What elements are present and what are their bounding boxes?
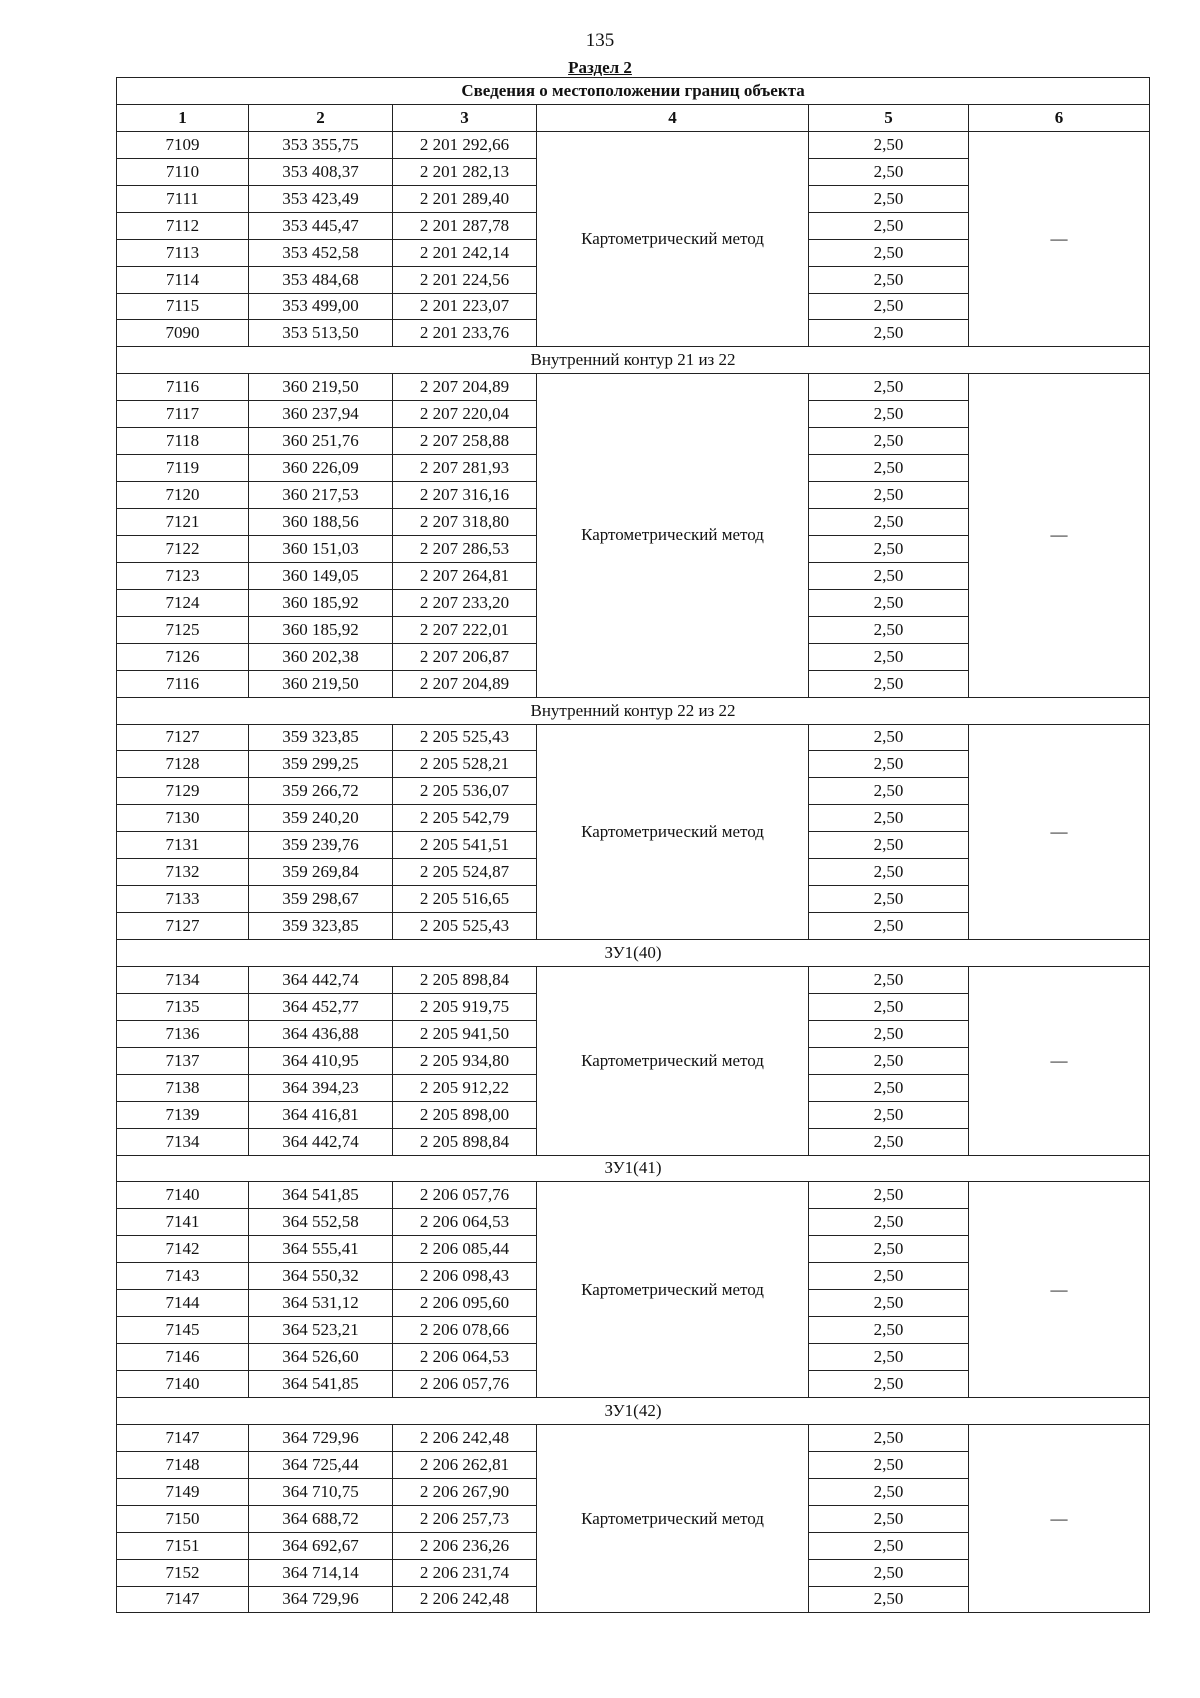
y-coordinate-cell: 2 201 242,14 xyxy=(393,239,537,266)
accuracy-cell: 2,50 xyxy=(809,859,969,886)
table-row xyxy=(117,131,1150,158)
note-cell: — xyxy=(969,131,1150,347)
x-coordinate-cell: 364 725,44 xyxy=(249,1451,393,1478)
y-coordinate-cell: 2 205 536,07 xyxy=(393,778,537,805)
point-number-cell: 7116 xyxy=(117,670,249,697)
accuracy-cell: 2,50 xyxy=(809,1209,969,1236)
y-coordinate-cell: 2 205 941,50 xyxy=(393,1020,537,1047)
point-number-cell: 7128 xyxy=(117,751,249,778)
x-coordinate-cell: 353 445,47 xyxy=(249,212,393,239)
point-number-cell: 7114 xyxy=(117,266,249,293)
accuracy-cell: 2,50 xyxy=(809,832,969,859)
y-coordinate-cell: 2 206 078,66 xyxy=(393,1317,537,1344)
x-coordinate-cell: 353 484,68 xyxy=(249,266,393,293)
note-cell: — xyxy=(969,724,1150,940)
contour-header-row xyxy=(117,347,1150,374)
accuracy-cell: 2,50 xyxy=(809,374,969,401)
x-coordinate-cell: 364 714,14 xyxy=(249,1559,393,1586)
y-coordinate-cell: 2 206 236,26 xyxy=(393,1532,537,1559)
point-number-cell: 7132 xyxy=(117,859,249,886)
table-body xyxy=(117,131,1150,1613)
point-number-cell: 7140 xyxy=(117,1182,249,1209)
y-coordinate-cell: 2 205 516,65 xyxy=(393,886,537,913)
point-number-cell: 7136 xyxy=(117,1020,249,1047)
page-number: 135 xyxy=(585,30,615,51)
point-number-cell: 7110 xyxy=(117,158,249,185)
y-coordinate-cell: 2 207 264,81 xyxy=(393,562,537,589)
contour-label: Внутренний контур 21 из 22 xyxy=(117,347,1150,374)
accuracy-cell: 2,50 xyxy=(809,1559,969,1586)
point-number-cell: 7150 xyxy=(117,1505,249,1532)
point-number-cell: 7135 xyxy=(117,993,249,1020)
x-coordinate-cell: 360 219,50 xyxy=(249,670,393,697)
point-number-cell: 7140 xyxy=(117,1371,249,1398)
accuracy-cell: 2,50 xyxy=(809,886,969,913)
accuracy-cell: 2,50 xyxy=(809,751,969,778)
accuracy-cell: 2,50 xyxy=(809,131,969,158)
point-number-cell: 7115 xyxy=(117,293,249,320)
column-header-row xyxy=(117,104,1150,131)
x-coordinate-cell: 364 688,72 xyxy=(249,1505,393,1532)
y-coordinate-cell: 2 206 242,48 xyxy=(393,1424,537,1451)
accuracy-cell: 2,50 xyxy=(809,1532,969,1559)
accuracy-cell: 2,50 xyxy=(809,1586,969,1613)
accuracy-cell: 2,50 xyxy=(809,966,969,993)
accuracy-cell: 2,50 xyxy=(809,1317,969,1344)
y-coordinate-cell: 2 205 898,84 xyxy=(393,1128,537,1155)
point-number-cell: 7149 xyxy=(117,1478,249,1505)
accuracy-cell: 2,50 xyxy=(809,455,969,482)
boundary-table xyxy=(116,77,1150,1613)
column-header: 3 xyxy=(393,104,537,131)
point-number-cell: 7146 xyxy=(117,1344,249,1371)
accuracy-cell: 2,50 xyxy=(809,1505,969,1532)
point-number-cell: 7142 xyxy=(117,1236,249,1263)
accuracy-cell: 2,50 xyxy=(809,670,969,697)
y-coordinate-cell: 2 206 242,48 xyxy=(393,1586,537,1613)
note-cell: — xyxy=(969,1424,1150,1613)
x-coordinate-cell: 359 298,67 xyxy=(249,886,393,913)
y-coordinate-cell: 2 206 057,76 xyxy=(393,1182,537,1209)
y-coordinate-cell: 2 201 233,76 xyxy=(393,320,537,347)
point-number-cell: 7126 xyxy=(117,643,249,670)
point-number-cell: 7118 xyxy=(117,428,249,455)
x-coordinate-cell: 353 355,75 xyxy=(249,131,393,158)
accuracy-cell: 2,50 xyxy=(809,562,969,589)
method-cell: Картометрический метод xyxy=(537,1182,809,1398)
contour-label: ЗУ1(41) xyxy=(117,1155,1150,1182)
x-coordinate-cell: 364 552,58 xyxy=(249,1209,393,1236)
method-cell: Картометрический метод xyxy=(537,131,809,347)
y-coordinate-cell: 2 205 934,80 xyxy=(393,1047,537,1074)
x-coordinate-cell: 353 499,00 xyxy=(249,293,393,320)
x-coordinate-cell: 360 237,94 xyxy=(249,401,393,428)
x-coordinate-cell: 353 423,49 xyxy=(249,185,393,212)
x-coordinate-cell: 364 452,77 xyxy=(249,993,393,1020)
x-coordinate-cell: 359 266,72 xyxy=(249,778,393,805)
table-title: Сведения о местоположении границ объекта xyxy=(117,78,1150,105)
accuracy-cell: 2,50 xyxy=(809,1074,969,1101)
point-number-cell: 7111 xyxy=(117,185,249,212)
point-number-cell: 7123 xyxy=(117,562,249,589)
contour-header-row xyxy=(117,1155,1150,1182)
y-coordinate-cell: 2 207 206,87 xyxy=(393,643,537,670)
method-cell: Картометрический метод xyxy=(537,374,809,697)
table-row xyxy=(117,966,1150,993)
x-coordinate-cell: 359 240,20 xyxy=(249,805,393,832)
x-coordinate-cell: 360 151,03 xyxy=(249,535,393,562)
point-number-cell: 7145 xyxy=(117,1317,249,1344)
y-coordinate-cell: 2 201 292,66 xyxy=(393,131,537,158)
contour-label: Внутренний контур 22 из 22 xyxy=(117,697,1150,724)
y-coordinate-cell: 2 206 085,44 xyxy=(393,1236,537,1263)
point-number-cell: 7139 xyxy=(117,1101,249,1128)
y-coordinate-cell: 2 207 316,16 xyxy=(393,482,537,509)
point-number-cell: 7134 xyxy=(117,966,249,993)
point-number-cell: 7116 xyxy=(117,374,249,401)
x-coordinate-cell: 364 710,75 xyxy=(249,1478,393,1505)
x-coordinate-cell: 360 149,05 xyxy=(249,562,393,589)
y-coordinate-cell: 2 205 541,51 xyxy=(393,832,537,859)
accuracy-cell: 2,50 xyxy=(809,805,969,832)
point-number-cell: 7127 xyxy=(117,724,249,751)
point-number-cell: 7131 xyxy=(117,832,249,859)
point-number-cell: 7152 xyxy=(117,1559,249,1586)
y-coordinate-cell: 2 206 231,74 xyxy=(393,1559,537,1586)
y-coordinate-cell: 2 206 267,90 xyxy=(393,1478,537,1505)
x-coordinate-cell: 364 523,21 xyxy=(249,1317,393,1344)
point-number-cell: 7125 xyxy=(117,616,249,643)
point-number-cell: 7090 xyxy=(117,320,249,347)
accuracy-cell: 2,50 xyxy=(809,266,969,293)
x-coordinate-cell: 364 692,67 xyxy=(249,1532,393,1559)
column-header: 4 xyxy=(537,104,809,131)
y-coordinate-cell: 2 205 528,21 xyxy=(393,751,537,778)
x-coordinate-cell: 360 219,50 xyxy=(249,374,393,401)
x-coordinate-cell: 359 269,84 xyxy=(249,859,393,886)
point-number-cell: 7117 xyxy=(117,401,249,428)
accuracy-cell: 2,50 xyxy=(809,185,969,212)
accuracy-cell: 2,50 xyxy=(809,158,969,185)
y-coordinate-cell: 2 207 204,89 xyxy=(393,374,537,401)
point-number-cell: 7137 xyxy=(117,1047,249,1074)
note-cell: — xyxy=(969,966,1150,1155)
accuracy-cell: 2,50 xyxy=(809,212,969,239)
contour-label: ЗУ1(40) xyxy=(117,940,1150,967)
x-coordinate-cell: 353 452,58 xyxy=(249,239,393,266)
x-coordinate-cell: 360 185,92 xyxy=(249,589,393,616)
accuracy-cell: 2,50 xyxy=(809,1371,969,1398)
point-number-cell: 7144 xyxy=(117,1290,249,1317)
point-number-cell: 7151 xyxy=(117,1532,249,1559)
x-coordinate-cell: 364 729,96 xyxy=(249,1424,393,1451)
point-number-cell: 7119 xyxy=(117,455,249,482)
table-row xyxy=(117,1424,1150,1451)
accuracy-cell: 2,50 xyxy=(809,1128,969,1155)
accuracy-cell: 2,50 xyxy=(809,589,969,616)
x-coordinate-cell: 364 442,74 xyxy=(249,966,393,993)
table-row xyxy=(117,1182,1150,1209)
accuracy-cell: 2,50 xyxy=(809,1047,969,1074)
point-number-cell: 7133 xyxy=(117,886,249,913)
y-coordinate-cell: 2 205 898,00 xyxy=(393,1101,537,1128)
x-coordinate-cell: 364 410,95 xyxy=(249,1047,393,1074)
accuracy-cell: 2,50 xyxy=(809,643,969,670)
x-coordinate-cell: 360 185,92 xyxy=(249,616,393,643)
y-coordinate-cell: 2 207 318,80 xyxy=(393,509,537,536)
point-number-cell: 7130 xyxy=(117,805,249,832)
method-cell: Картометрический метод xyxy=(537,1424,809,1613)
y-coordinate-cell: 2 201 282,13 xyxy=(393,158,537,185)
y-coordinate-cell: 2 206 257,73 xyxy=(393,1505,537,1532)
point-number-cell: 7147 xyxy=(117,1424,249,1451)
x-coordinate-cell: 360 202,38 xyxy=(249,643,393,670)
table-row xyxy=(117,724,1150,751)
y-coordinate-cell: 2 207 220,04 xyxy=(393,401,537,428)
accuracy-cell: 2,50 xyxy=(809,535,969,562)
accuracy-cell: 2,50 xyxy=(809,1290,969,1317)
x-coordinate-cell: 364 541,85 xyxy=(249,1371,393,1398)
y-coordinate-cell: 2 207 204,89 xyxy=(393,670,537,697)
y-coordinate-cell: 2 206 095,60 xyxy=(393,1290,537,1317)
section-title: Раздел 2 xyxy=(568,58,632,77)
accuracy-cell: 2,50 xyxy=(809,1451,969,1478)
x-coordinate-cell: 364 436,88 xyxy=(249,1020,393,1047)
x-coordinate-cell: 353 513,50 xyxy=(249,320,393,347)
accuracy-cell: 2,50 xyxy=(809,616,969,643)
y-coordinate-cell: 2 207 286,53 xyxy=(393,535,537,562)
x-coordinate-cell: 364 555,41 xyxy=(249,1236,393,1263)
point-number-cell: 7147 xyxy=(117,1586,249,1613)
y-coordinate-cell: 2 201 289,40 xyxy=(393,185,537,212)
column-header: 6 xyxy=(969,104,1150,131)
accuracy-cell: 2,50 xyxy=(809,509,969,536)
y-coordinate-cell: 2 205 525,43 xyxy=(393,724,537,751)
point-number-cell: 7124 xyxy=(117,589,249,616)
contour-header-row xyxy=(117,1397,1150,1424)
point-number-cell: 7148 xyxy=(117,1451,249,1478)
y-coordinate-cell: 2 205 919,75 xyxy=(393,993,537,1020)
x-coordinate-cell: 364 531,12 xyxy=(249,1290,393,1317)
method-cell: Картометрический метод xyxy=(537,966,809,1155)
accuracy-cell: 2,50 xyxy=(809,293,969,320)
x-coordinate-cell: 360 217,53 xyxy=(249,482,393,509)
contour-header-row xyxy=(117,697,1150,724)
x-coordinate-cell: 359 299,25 xyxy=(249,751,393,778)
point-number-cell: 7109 xyxy=(117,131,249,158)
point-number-cell: 7112 xyxy=(117,212,249,239)
accuracy-cell: 2,50 xyxy=(809,778,969,805)
y-coordinate-cell: 2 205 524,87 xyxy=(393,859,537,886)
x-coordinate-cell: 364 526,60 xyxy=(249,1344,393,1371)
point-number-cell: 7120 xyxy=(117,482,249,509)
point-number-cell: 7129 xyxy=(117,778,249,805)
y-coordinate-cell: 2 205 542,79 xyxy=(393,805,537,832)
x-coordinate-cell: 360 251,76 xyxy=(249,428,393,455)
x-coordinate-cell: 359 239,76 xyxy=(249,832,393,859)
accuracy-cell: 2,50 xyxy=(809,401,969,428)
accuracy-cell: 2,50 xyxy=(809,1263,969,1290)
x-coordinate-cell: 353 408,37 xyxy=(249,158,393,185)
point-number-cell: 7121 xyxy=(117,509,249,536)
x-coordinate-cell: 364 550,32 xyxy=(249,1263,393,1290)
x-coordinate-cell: 359 323,85 xyxy=(249,724,393,751)
x-coordinate-cell: 364 442,74 xyxy=(249,1128,393,1155)
accuracy-cell: 2,50 xyxy=(809,993,969,1020)
point-number-cell: 7127 xyxy=(117,913,249,940)
y-coordinate-cell: 2 206 098,43 xyxy=(393,1263,537,1290)
y-coordinate-cell: 2 207 258,88 xyxy=(393,428,537,455)
column-header: 2 xyxy=(249,104,393,131)
y-coordinate-cell: 2 205 912,22 xyxy=(393,1074,537,1101)
accuracy-cell: 2,50 xyxy=(809,320,969,347)
x-coordinate-cell: 359 323,85 xyxy=(249,913,393,940)
y-coordinate-cell: 2 207 233,20 xyxy=(393,589,537,616)
point-number-cell: 7134 xyxy=(117,1128,249,1155)
y-coordinate-cell: 2 205 898,84 xyxy=(393,966,537,993)
accuracy-cell: 2,50 xyxy=(809,724,969,751)
accuracy-cell: 2,50 xyxy=(809,913,969,940)
point-number-cell: 7141 xyxy=(117,1209,249,1236)
x-coordinate-cell: 364 729,96 xyxy=(249,1586,393,1613)
note-cell: — xyxy=(969,374,1150,697)
y-coordinate-cell: 2 205 525,43 xyxy=(393,913,537,940)
contour-header-row xyxy=(117,940,1150,967)
y-coordinate-cell: 2 206 057,76 xyxy=(393,1371,537,1398)
accuracy-cell: 2,50 xyxy=(809,1020,969,1047)
y-coordinate-cell: 2 206 262,81 xyxy=(393,1451,537,1478)
accuracy-cell: 2,50 xyxy=(809,239,969,266)
point-number-cell: 7143 xyxy=(117,1263,249,1290)
accuracy-cell: 2,50 xyxy=(809,1182,969,1209)
point-number-cell: 7138 xyxy=(117,1074,249,1101)
method-cell: Картометрический метод xyxy=(537,724,809,940)
y-coordinate-cell: 2 206 064,53 xyxy=(393,1344,537,1371)
accuracy-cell: 2,50 xyxy=(809,1236,969,1263)
accuracy-cell: 2,50 xyxy=(809,1344,969,1371)
column-header: 5 xyxy=(809,104,969,131)
y-coordinate-cell: 2 207 222,01 xyxy=(393,616,537,643)
x-coordinate-cell: 364 541,85 xyxy=(249,1182,393,1209)
column-header: 1 xyxy=(117,104,249,131)
accuracy-cell: 2,50 xyxy=(809,482,969,509)
x-coordinate-cell: 364 416,81 xyxy=(249,1101,393,1128)
accuracy-cell: 2,50 xyxy=(809,1478,969,1505)
contour-label: ЗУ1(42) xyxy=(117,1397,1150,1424)
x-coordinate-cell: 364 394,23 xyxy=(249,1074,393,1101)
y-coordinate-cell: 2 207 281,93 xyxy=(393,455,537,482)
y-coordinate-cell: 2 206 064,53 xyxy=(393,1209,537,1236)
y-coordinate-cell: 2 201 287,78 xyxy=(393,212,537,239)
point-number-cell: 7113 xyxy=(117,239,249,266)
note-cell: — xyxy=(969,1182,1150,1398)
y-coordinate-cell: 2 201 223,07 xyxy=(393,293,537,320)
accuracy-cell: 2,50 xyxy=(809,1424,969,1451)
x-coordinate-cell: 360 188,56 xyxy=(249,509,393,536)
accuracy-cell: 2,50 xyxy=(809,1101,969,1128)
y-coordinate-cell: 2 201 224,56 xyxy=(393,266,537,293)
x-coordinate-cell: 360 226,09 xyxy=(249,455,393,482)
table-row xyxy=(117,374,1150,401)
accuracy-cell: 2,50 xyxy=(809,428,969,455)
point-number-cell: 7122 xyxy=(117,535,249,562)
